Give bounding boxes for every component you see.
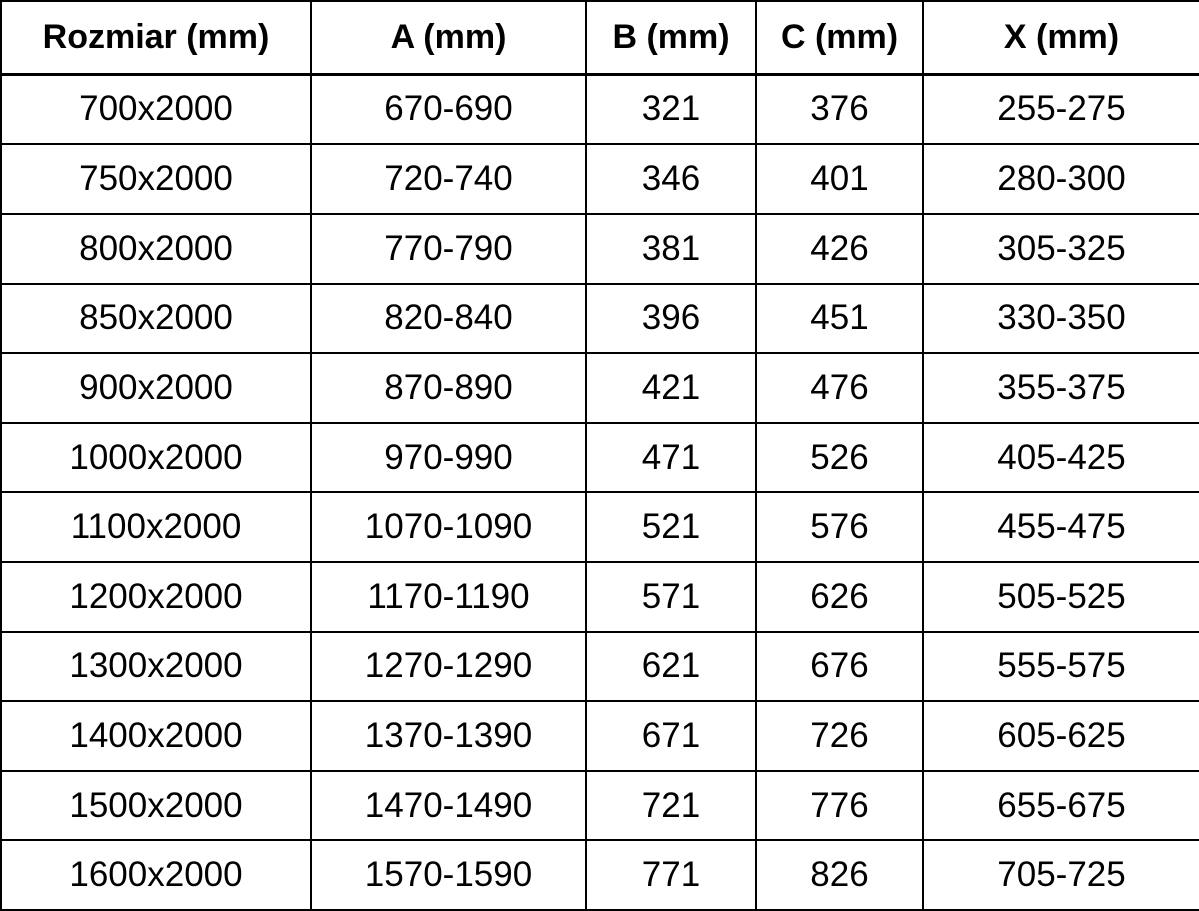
table-row bbox=[1, 492, 1199, 562]
cell-x: 555-575 bbox=[923, 632, 1199, 702]
cell-a: 1270-1290 bbox=[311, 632, 586, 702]
cell-a: 1370-1390 bbox=[311, 701, 586, 771]
cell-b: 521 bbox=[586, 492, 756, 562]
table-row bbox=[1, 284, 1199, 354]
cell-b: 621 bbox=[586, 632, 756, 702]
cell-rozmiar: 1100x2000 bbox=[1, 492, 311, 562]
cell-rozmiar: 800x2000 bbox=[1, 214, 311, 284]
cell-rozmiar: 1400x2000 bbox=[1, 701, 311, 771]
table-row bbox=[1, 562, 1199, 632]
cell-b: 321 bbox=[586, 74, 756, 144]
cell-c: 826 bbox=[756, 840, 923, 910]
cell-a: 820-840 bbox=[311, 284, 586, 354]
cell-rozmiar: 1500x2000 bbox=[1, 771, 311, 841]
cell-rozmiar: 900x2000 bbox=[1, 353, 311, 423]
cell-c: 576 bbox=[756, 492, 923, 562]
cell-b: 721 bbox=[586, 771, 756, 841]
cell-c: 426 bbox=[756, 214, 923, 284]
column-header-c: C (mm) bbox=[756, 1, 923, 74]
cell-rozmiar: 850x2000 bbox=[1, 284, 311, 354]
cell-x: 280-300 bbox=[923, 144, 1199, 214]
column-header-rozmiar: Rozmiar (mm) bbox=[1, 1, 311, 74]
cell-c: 726 bbox=[756, 701, 923, 771]
cell-b: 571 bbox=[586, 562, 756, 632]
cell-c: 401 bbox=[756, 144, 923, 214]
cell-a: 970-990 bbox=[311, 423, 586, 493]
cell-x: 305-325 bbox=[923, 214, 1199, 284]
cell-x: 455-475 bbox=[923, 492, 1199, 562]
cell-b: 396 bbox=[586, 284, 756, 354]
table-row bbox=[1, 771, 1199, 841]
cell-a: 1570-1590 bbox=[311, 840, 586, 910]
column-header-x: X (mm) bbox=[923, 1, 1199, 74]
cell-a: 720-740 bbox=[311, 144, 586, 214]
cell-a: 670-690 bbox=[311, 74, 586, 144]
cell-c: 376 bbox=[756, 74, 923, 144]
table-row bbox=[1, 701, 1199, 771]
table-header bbox=[1, 1, 1199, 74]
cell-x: 605-625 bbox=[923, 701, 1199, 771]
table-row bbox=[1, 74, 1199, 144]
table-row bbox=[1, 214, 1199, 284]
table-row bbox=[1, 353, 1199, 423]
cell-x: 405-425 bbox=[923, 423, 1199, 493]
cell-x: 255-275 bbox=[923, 74, 1199, 144]
cell-b: 421 bbox=[586, 353, 756, 423]
cell-a: 1170-1190 bbox=[311, 562, 586, 632]
cell-a: 1470-1490 bbox=[311, 771, 586, 841]
cell-a: 870-890 bbox=[311, 353, 586, 423]
table-row bbox=[1, 144, 1199, 214]
cell-rozmiar: 1300x2000 bbox=[1, 632, 311, 702]
cell-c: 676 bbox=[756, 632, 923, 702]
table-row bbox=[1, 632, 1199, 702]
cell-rozmiar: 1000x2000 bbox=[1, 423, 311, 493]
cell-rozmiar: 750x2000 bbox=[1, 144, 311, 214]
cell-a: 1070-1090 bbox=[311, 492, 586, 562]
cell-c: 626 bbox=[756, 562, 923, 632]
table-row bbox=[1, 423, 1199, 493]
cell-x: 655-675 bbox=[923, 771, 1199, 841]
table-row bbox=[1, 840, 1199, 910]
header-row bbox=[1, 1, 1199, 74]
cell-x: 705-725 bbox=[923, 840, 1199, 910]
cell-x: 330-350 bbox=[923, 284, 1199, 354]
cell-c: 451 bbox=[756, 284, 923, 354]
cell-c: 476 bbox=[756, 353, 923, 423]
cell-c: 776 bbox=[756, 771, 923, 841]
cell-a: 770-790 bbox=[311, 214, 586, 284]
table-body bbox=[1, 74, 1199, 910]
column-header-b: B (mm) bbox=[586, 1, 756, 74]
cell-b: 346 bbox=[586, 144, 756, 214]
cell-b: 381 bbox=[586, 214, 756, 284]
cell-rozmiar: 1600x2000 bbox=[1, 840, 311, 910]
cell-rozmiar: 1200x2000 bbox=[1, 562, 311, 632]
cell-x: 355-375 bbox=[923, 353, 1199, 423]
cell-b: 771 bbox=[586, 840, 756, 910]
cell-b: 671 bbox=[586, 701, 756, 771]
cell-x: 505-525 bbox=[923, 562, 1199, 632]
cell-rozmiar: 700x2000 bbox=[1, 74, 311, 144]
cell-c: 526 bbox=[756, 423, 923, 493]
column-header-a: A (mm) bbox=[311, 1, 586, 74]
cell-b: 471 bbox=[586, 423, 756, 493]
